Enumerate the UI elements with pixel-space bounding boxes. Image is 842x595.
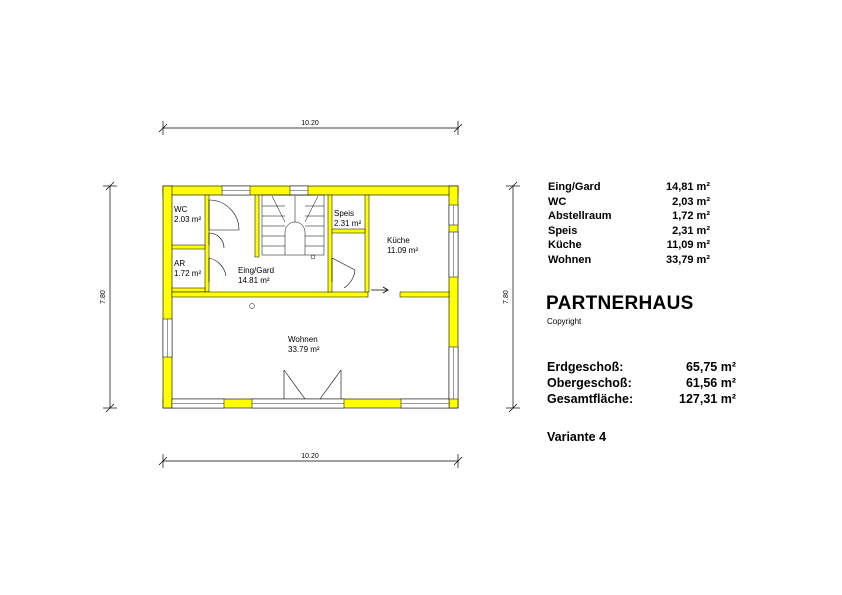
- dim-width-bottom: 10.20: [301, 453, 319, 460]
- room-speis-area: 2.31 m²: [334, 219, 362, 228]
- room-kueche-name: Küche: [387, 236, 410, 245]
- room-ar-area: 1.72 m²: [174, 269, 202, 278]
- table-area: 33,79 m²: [665, 254, 710, 266]
- room-wc-area: 2.03 m²: [174, 215, 202, 224]
- area-value: 61,56 m²: [685, 376, 736, 390]
- area-label: Gesamtfläche:: [547, 392, 634, 406]
- area-label: Obergeschoß:: [547, 376, 632, 390]
- room-wc-name: WC: [174, 205, 188, 214]
- room-ar-name: AR: [174, 259, 186, 268]
- staircase: [250, 195, 325, 309]
- table-area: 2,03 m²: [672, 196, 710, 208]
- table-area: 2,31 m²: [672, 225, 710, 237]
- area-label: Erdgeschoß:: [547, 360, 624, 374]
- dim-height-left: 7.80: [100, 290, 107, 304]
- room-eing-area: 14.81 m²: [238, 276, 270, 285]
- copyright-label: Copyright: [547, 317, 582, 326]
- table-name: Küche: [548, 239, 582, 251]
- dim-height-right: 7.80: [503, 290, 510, 304]
- table-area: 14,81 m²: [665, 181, 710, 193]
- area-value: 127,31 m²: [679, 392, 736, 406]
- entry-arrow: [371, 287, 388, 293]
- dim-width-top: 10.20: [301, 120, 319, 127]
- table-area: 11,09 m²: [666, 239, 710, 251]
- table-name: WC: [548, 196, 567, 208]
- room-wohnen-area: 33.79 m²: [288, 345, 320, 354]
- variant-label: Variante 4: [547, 430, 607, 444]
- table-name: Speis: [548, 225, 578, 237]
- room-speis-name: Speis: [334, 209, 355, 218]
- room-kueche-area: 11.09 m²: [387, 246, 418, 255]
- plan-title: PARTNERHAUS: [546, 293, 694, 314]
- table-area: 1,72 m²: [672, 210, 710, 222]
- table-name: Eing/Gard: [548, 181, 601, 193]
- table-name: Abstellraum: [548, 210, 612, 222]
- room-wohnen-name: Wohnen: [288, 335, 318, 344]
- room-eing-name: Eing/Gard: [238, 266, 275, 275]
- area-value: 65,75 m²: [685, 360, 736, 374]
- table-name: Wohnen: [548, 254, 592, 266]
